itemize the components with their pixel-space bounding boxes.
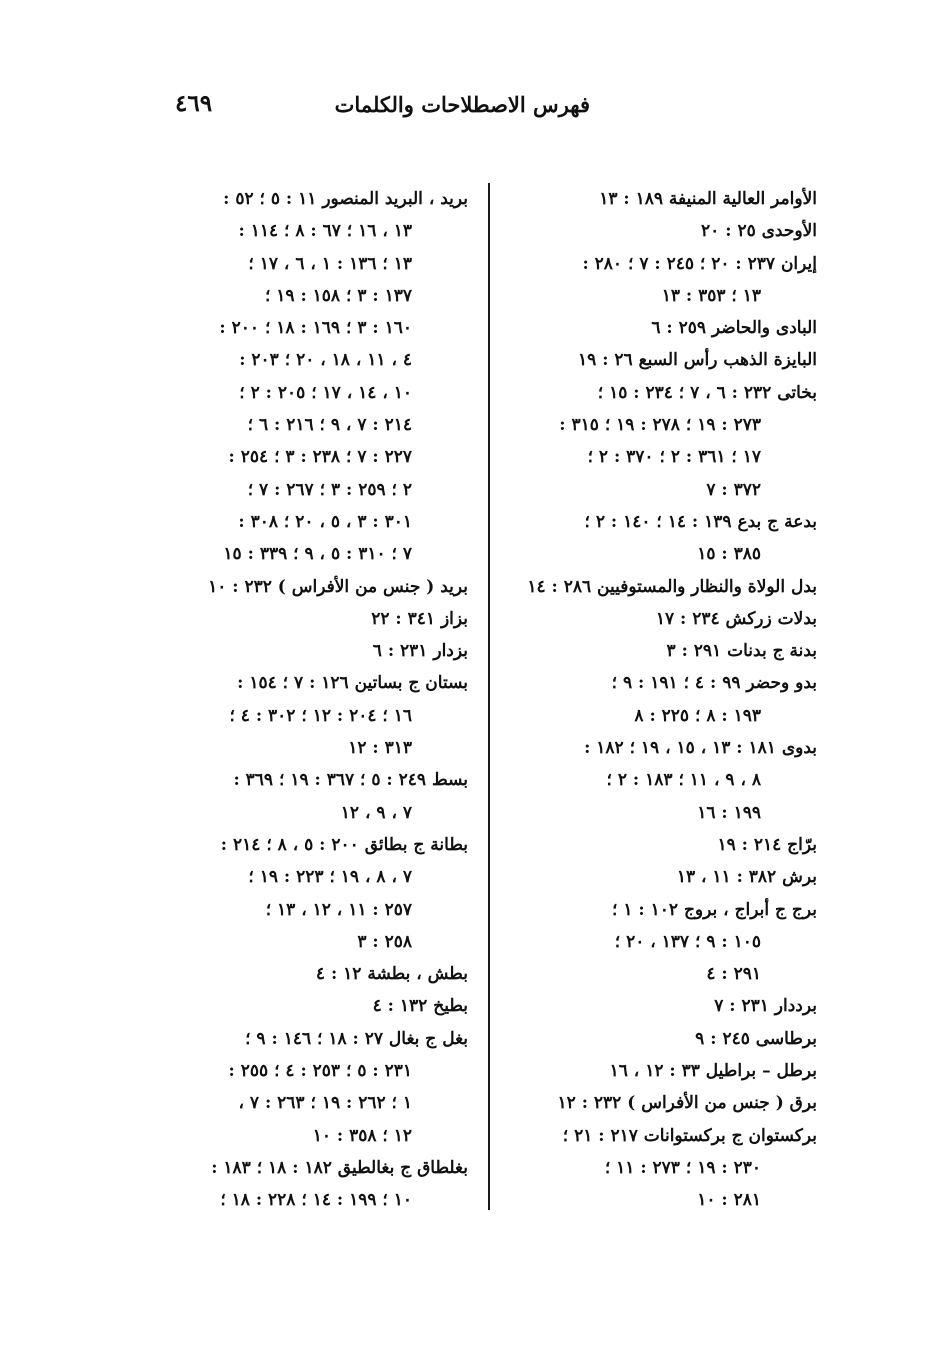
index-entry-continuation: ٧ ، ٩ ، ١٢ <box>340 802 412 823</box>
index-entry-continuation: ١٠ ؛ ١٩٩ : ١٤ ؛ ٢٢٨ : ١٨ ؛ <box>220 1190 412 1211</box>
index-entry: بريد ، البريد المنصور ١١ : ٥ ؛ ٥٢ : <box>223 189 468 209</box>
index-entry-continuation: ١٧ ؛ ٣٦١ : ٢ ؛ ٣٧٠ : ٢ ؛ <box>587 447 761 468</box>
index-entry-continuation: ١٠ ، ١٤ ، ١٧ ؛ ٢٠٥ : ٢ ؛ <box>239 382 412 403</box>
index-entry: بدعة ج بدع ١٣٩ : ١٤ ؛ ١٤٠ : ٢ ؛ <box>584 511 817 532</box>
index-entry: بستان ج بساتين ١٢٦ : ٧ ؛ ١٥٤ : <box>237 673 468 694</box>
index-entry: برق ( جنس من الأفراس ) ٢٣٢ : ١٢ <box>557 1093 817 1114</box>
index-entry: بزدار ٢٣١ : ٦ <box>372 641 468 662</box>
index-entry-continuation: ٢ ؛ ٢٥٩ : ٣ ؛ ٢٦٧ : ٧ ؛ <box>247 479 412 500</box>
index-entry: بطش ، بطشة ١٢ : ٤ <box>315 964 468 985</box>
index-entry-continuation: ١٣ ، ١٦ ؛ ٦٧ : ٨ ؛ ١١٤ : <box>238 221 412 242</box>
index-entry-continuation: ١٢ ؛ ٣٥٨ : ١٠ <box>312 1125 412 1146</box>
index-entry-continuation: ٢٥٧ : ١١ ، ١٢ ، ١٣ ؛ <box>265 899 412 920</box>
index-entry-continuation: ١٦٠ : ٣ ؛ ١٦٩ : ١٨ ؛ ٢٠٠ : <box>219 318 412 339</box>
index-entry: برکستوان ج برکستوانات ٢١٧ : ٢١ ؛ <box>562 1125 817 1146</box>
index-entry-continuation: ٢٥٨ : ٣ <box>357 931 412 952</box>
index-entry-continuation: ١٠٥ : ٩ ؛ ١٣٧ ، ٢٠ ؛ <box>614 931 761 952</box>
index-entry-continuation: ٧ ؛ ٣١٠ : ٥ ، ٩ ؛ ٣٣٩ : ١٥ <box>223 544 412 565</box>
index-entry: برطاسى ٢٤٥ : ٩ <box>695 1028 817 1049</box>
index-entry: برّاج ٢١٤ : ١٩ <box>717 834 817 855</box>
index-entry-continuation: ١٣ ؛ ٣٥٣ : ١٣ <box>661 285 761 306</box>
index-entry: بدوى ١٨١ : ١٣ ، ١٥ ، ١٩ ؛ ١٨٢ : <box>584 738 817 759</box>
index-entry-continuation: ١ ؛ ٢٦٢ : ١٩ ؛ ٢٦٣ : ٧ ، <box>238 1093 412 1114</box>
index-entry: إيران ٢٣٧ : ٢٠ ؛ ٢٤٥ : ٧ ؛ ٢٨٠ : <box>582 253 817 274</box>
index-entry: الأوامر العالية المنيفة ١٨٩ : ١٣ <box>599 189 817 209</box>
index-entry: بدل الولاة والنظار والمستوفيين ٢٨٦ : ١٤ <box>527 576 817 597</box>
index-entry-continuation: ١٣٧ : ٣ ؛ ١٥٨ : ١٩ ؛ <box>264 285 412 306</box>
index-entry-continuation: ٢٩١ : ٤ <box>706 964 761 985</box>
index-entry: البايزة الذهب رأس السبع ٢٦ : ١٩ <box>578 350 817 371</box>
index-entry: بطيخ ١٣٢ : ٤ <box>372 996 468 1017</box>
index-entry: بغلطاق ج بغالطيق ١٨٢ : ١٨ ؛ ١٨٣ : <box>211 1157 468 1178</box>
index-entry-continuation: ١٣ ؛ ١٣٦ : ١ ، ٦ ، ١٧ ؛ <box>248 253 412 274</box>
index-entry: بطانة ج بطائق ٢٠٠ : ٥ ، ٨ ؛ ٢١٤ : <box>220 834 468 855</box>
index-entry-continuation: ٢٨١ : ١٠ <box>697 1190 761 1211</box>
index-entry: برددار ٢٣١ : ٧ <box>714 996 817 1017</box>
index-entry-continuation: ٢٣٠ : ١٩ ؛ ٢٧٣ : ١١ ؛ <box>604 1157 761 1178</box>
index-entry: بريد ( جنس من الأفراس ) ٢٣٢ : ١٠ <box>208 576 468 597</box>
index-entry-continuation: ٣١٣ : ١٢ <box>348 738 412 759</box>
index-entry-continuation: ٤ ، ١١ ، ١٨ ، ٢٠ ؛ ٢٠٣ : <box>239 350 412 371</box>
index-column-right <box>505 183 817 1217</box>
index-entry: بدنة ج بدنات ٢٩١ : ٣ <box>666 641 817 662</box>
index-entry-continuation: ٣٠١ : ٣ ، ٥ ، ٢٠ ؛ ٣٠٨ : <box>238 511 412 532</box>
index-entry-continuation: ١٩٩ : ١٦ <box>697 802 761 823</box>
index-entry: برش ٣٨٢ : ١١ ، ١٣ <box>676 867 817 888</box>
index-entry: الأوحدى ٢٥ : ٢٠ <box>701 221 817 242</box>
index-entry-continuation: ٢٢٧ : ٧ ؛ ٢٣٨ : ٣ ؛ ٢٥٤ : <box>228 447 412 468</box>
index-entry-continuation: ١٩٣ : ٨ ؛ ٢٢٥ : ٨ <box>634 705 761 726</box>
index-entry: بسط ٢٤٩ : ٥ ؛ ٣٦٧ : ١٩ ؛ ٣٦٩ : <box>233 770 468 791</box>
index-entry-continuation: ٢١٤ : ٧ ، ٩ ؛ ٢١٦ : ٦ ؛ <box>247 415 412 436</box>
index-column-left <box>155 183 468 1217</box>
page-title: فهرس الاصطلاحات والكلمات <box>334 92 590 117</box>
index-entry-continuation: ٨ ، ٩ ، ١١ ؛ ١٨٣ : ٢ ؛ <box>606 770 761 791</box>
index-entry: بدو وحضر ٩٩ : ٤ ؛ ١٩١ : ٩ ؛ <box>611 673 817 694</box>
index-entry-continuation: ٣٧٢ : ٧ <box>706 479 761 500</box>
index-entry: برطل – براطيل ٣٣ : ١٢ ، ١٦ <box>609 1061 817 1082</box>
column-divider <box>488 183 490 1210</box>
index-entry-continuation: ١٦ ؛ ٢٠٤ : ١٢ ؛ ٣٠٢ : ٤ ؛ <box>229 705 412 726</box>
index-entry: البادى والحاضر ٢٥٩ : ٦ <box>651 318 817 339</box>
page-number: ٤٦٩ <box>175 90 213 117</box>
index-entry: برج ج أبراج ، بروج ١٠٢ : ١ ؛ <box>612 899 817 920</box>
index-entry-continuation: ٧ ، ٨ ، ١٩ ؛ ٢٢٣ : ١٩ ؛ <box>248 867 412 888</box>
index-entry-continuation: ٢٣١ : ٥ ؛ ٢٥٣ : ٤ ؛ ٢٥٥ : <box>228 1061 412 1082</box>
index-entry: بخاتى ٢٣٢ : ٦ ، ٧ ؛ ٢٣٤ : ١٥ ؛ <box>597 382 817 403</box>
index-entry: بغل ج بغال ٢٧ : ١٨ ؛ ١٤٦ : ٩ ؛ <box>245 1028 468 1049</box>
index-entry-continuation: ٢٧٣ : ١٩ ؛ ٢٧٨ : ١٩ ؛ ٣١٥ : <box>559 415 761 436</box>
index-entry: بدلات زركش ٢٣٤ : ١٧ <box>655 608 817 629</box>
index-entry: بزاز ٣٤١ : ٢٢ <box>371 608 468 629</box>
index-entry-continuation: ٣٨٥ : ١٥ <box>697 544 761 565</box>
